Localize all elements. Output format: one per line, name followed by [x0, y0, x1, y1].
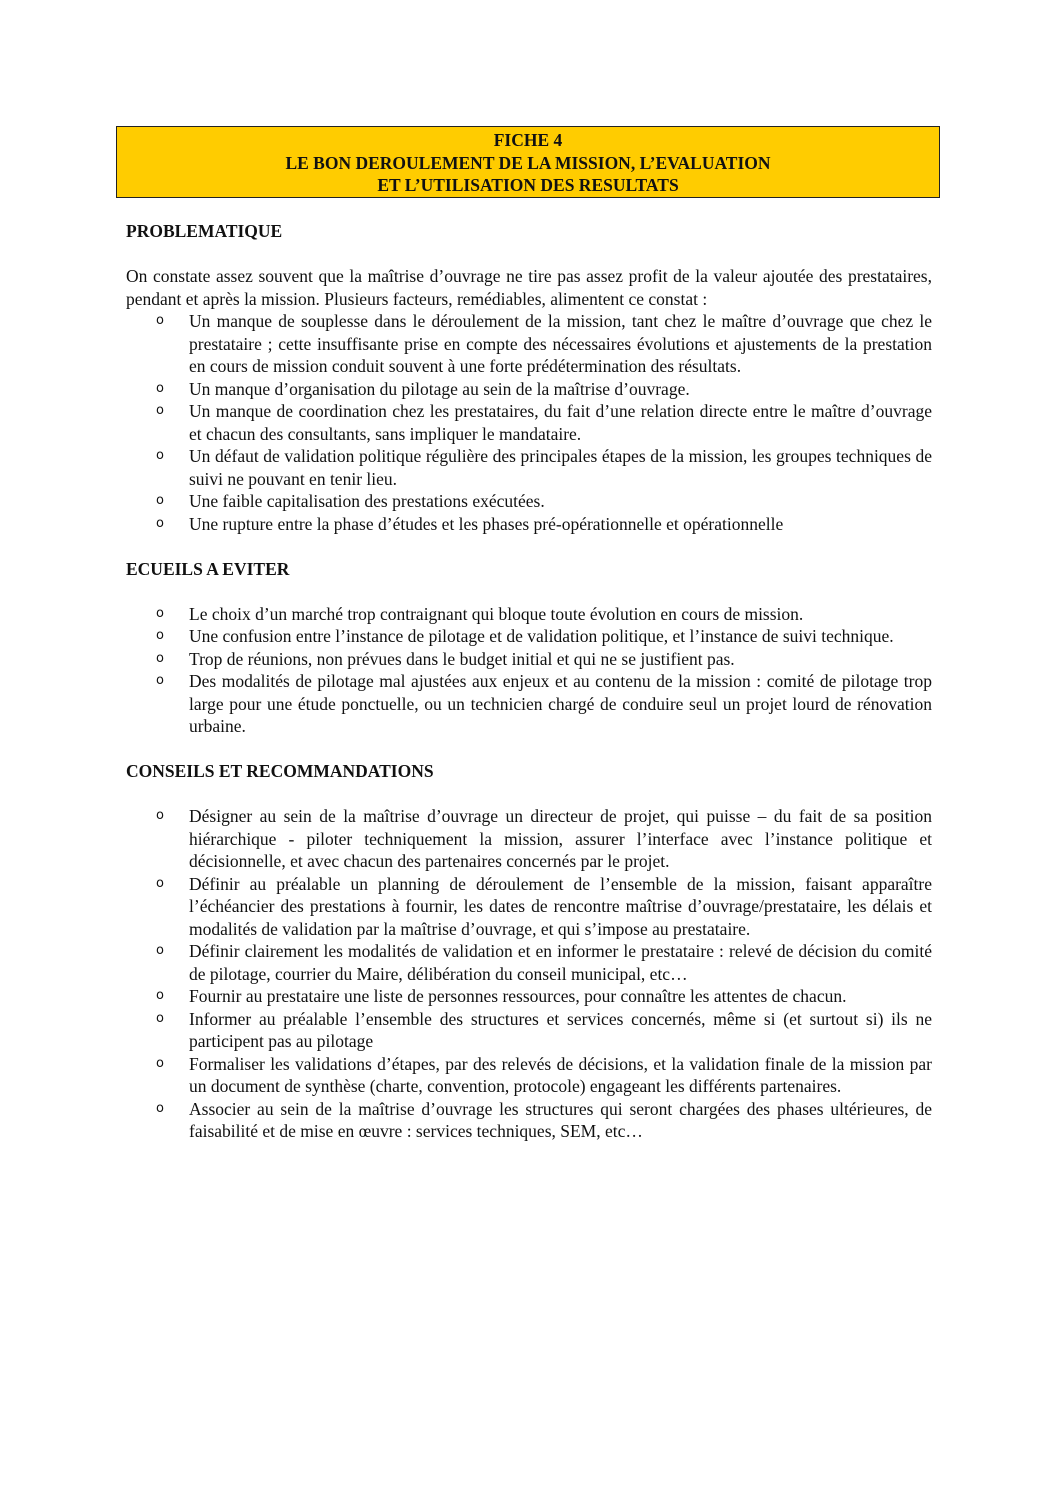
list-item: o Un manque de souplesse dans le déroulement de la mission, tant chez le maître d’ouvrage que chez le prestataire ; cette insuffisante prise en compte des nécessaires évolutions et ajustements de la prestation en cours de mission conduit souvent à une forte prédétermination des résultats.	[156, 311, 932, 376]
list-item: o Définir au préalable un planning de déroulement de l’ensemble de la mission, faisant apparaître l’échéancier des prestations à fournir, les dates de rencontre maîtrise d’ouvrage/prestataire, les délais et modalités de validation par la maîtrise d’ouvrage, et qui s’impose au prestataire.	[156, 873, 932, 939]
list-item: o Désigner au sein de la maîtrise d’ouvrage un directeur de projet, qui puisse – du fait de sa position hiérarchique - piloter techniquement la mission, assurer l’interface avec l’instance politique et décisionnelle, et avec chacun des partenaires concernés par le projet.	[156, 806, 932, 871]
fiche-title-box	[116, 126, 940, 198]
list-item: o Une faible capitalisation des prestations exécutées.	[156, 491, 545, 511]
list-item: o Associer au sein de la maîtrise d’ouvrage les structures qui seront chargées des phases ultérieures, de faisabilité et de mise en œuvre : services techniques, SEM, etc…	[156, 1098, 932, 1141]
circle-bullet-icon: o	[156, 650, 164, 666]
list-item: o Informer au préalable l’ensemble des structures et services concernés, même si (et surtout si) ils ne participent pas au pilotage	[156, 1008, 932, 1051]
section-heading: ECUEILS A EVITER	[126, 558, 290, 579]
circle-bullet-icon: o	[156, 808, 164, 823]
document-body	[126, 220, 932, 1143]
list-item: o Fournir au prestataire une liste de personnes ressources, pour connaître les attentes de chacun.	[156, 986, 847, 1006]
circle-bullet-icon: o	[156, 1100, 164, 1116]
section-ecueils	[126, 558, 932, 738]
circle-bullet-icon: o	[156, 673, 164, 688]
circle-bullet-icon: o	[156, 988, 164, 1003]
circle-bullet-icon: o	[156, 1055, 164, 1071]
list-item: o Trop de réunions, non prévues dans le budget initial et qui ne se justifient pas.	[156, 648, 735, 669]
fiche-title-line-1: LE BON DEROULEMENT DE LA MISSION, L’EVALUATION	[285, 152, 771, 173]
section-problematique	[126, 220, 932, 535]
bullet-list	[126, 805, 932, 1143]
circle-bullet-icon: o	[156, 875, 164, 891]
bullet-list	[126, 310, 932, 535]
list-item: o Une confusion entre l’instance de pilotage et de validation politique, et l’instance de suivi technique.	[156, 626, 894, 646]
circle-bullet-icon: o	[156, 515, 164, 531]
list-item: o Une rupture entre la phase d’études et les phases pré-opérationnelle et opérationnelle	[156, 513, 784, 534]
section-heading: PROBLEMATIQUE	[126, 221, 283, 241]
section-conseils	[126, 760, 932, 1143]
list-item: o Le choix d’un marché trop contraignant qui bloque toute évolution en cours de mission.	[156, 603, 804, 624]
section-intro: On constate assez souvent que la maîtrise d’ouvrage ne tire pas assez profit de la valeur ajoutée des prestataires, pendant et après la mission. Plusieurs facteurs, remédiables, alimentent ce constat :	[126, 266, 932, 309]
bullet-list	[126, 603, 932, 738]
list-item: o Un manque d’organisation du pilotage au sein de la maîtrise d’ouvrage.	[156, 378, 690, 399]
circle-bullet-icon: o	[156, 605, 164, 621]
list-item: o Un manque de coordination chez les prestataires, du fait d’une relation directe entre le maître d’ouvrage et chacun des consultants, sans impliquer le mandataire.	[156, 401, 932, 444]
circle-bullet-icon: o	[156, 493, 164, 508]
section-heading: CONSEILS ET RECOMMANDATIONS	[126, 761, 434, 781]
circle-bullet-icon: o	[156, 380, 164, 396]
circle-bullet-icon: o	[156, 943, 164, 958]
list-item: o Des modalités de pilotage mal ajustées aux enjeux et au contenu de la mission : comité de pilotage trop large pour une étude ponctuelle, ou un technicien chargé de conduire seul un projet lourd de rénovation urbaine.	[156, 671, 932, 736]
fiche-title-line-2: ET L’UTILISATION DES RESULTATS	[377, 175, 679, 195]
list-item: o Un défaut de validation politique régulière des principales étapes de la mission, les groupes techniques de suivi ne pouvant en tenir lieu.	[156, 446, 932, 489]
circle-bullet-icon: o	[156, 1010, 164, 1026]
circle-bullet-icon: o	[156, 628, 164, 643]
list-item: o Définir clairement les modalités de validation et en informer le prestataire : relevé de décision du comité de pilotage, courrier du Maire, délibération du conseil municipal, etc…	[156, 941, 932, 984]
circle-bullet-icon: o	[156, 403, 164, 418]
fiche-number: FICHE 4	[493, 130, 563, 150]
list-item: o Formaliser les validations d’étapes, par des relevés de décisions, et la validation finale de la mission par un document de synthèse (charte, convention, protocole) engageant les différents partenaires.	[156, 1053, 932, 1096]
circle-bullet-icon: o	[156, 448, 164, 463]
circle-bullet-icon: o	[156, 313, 164, 328]
